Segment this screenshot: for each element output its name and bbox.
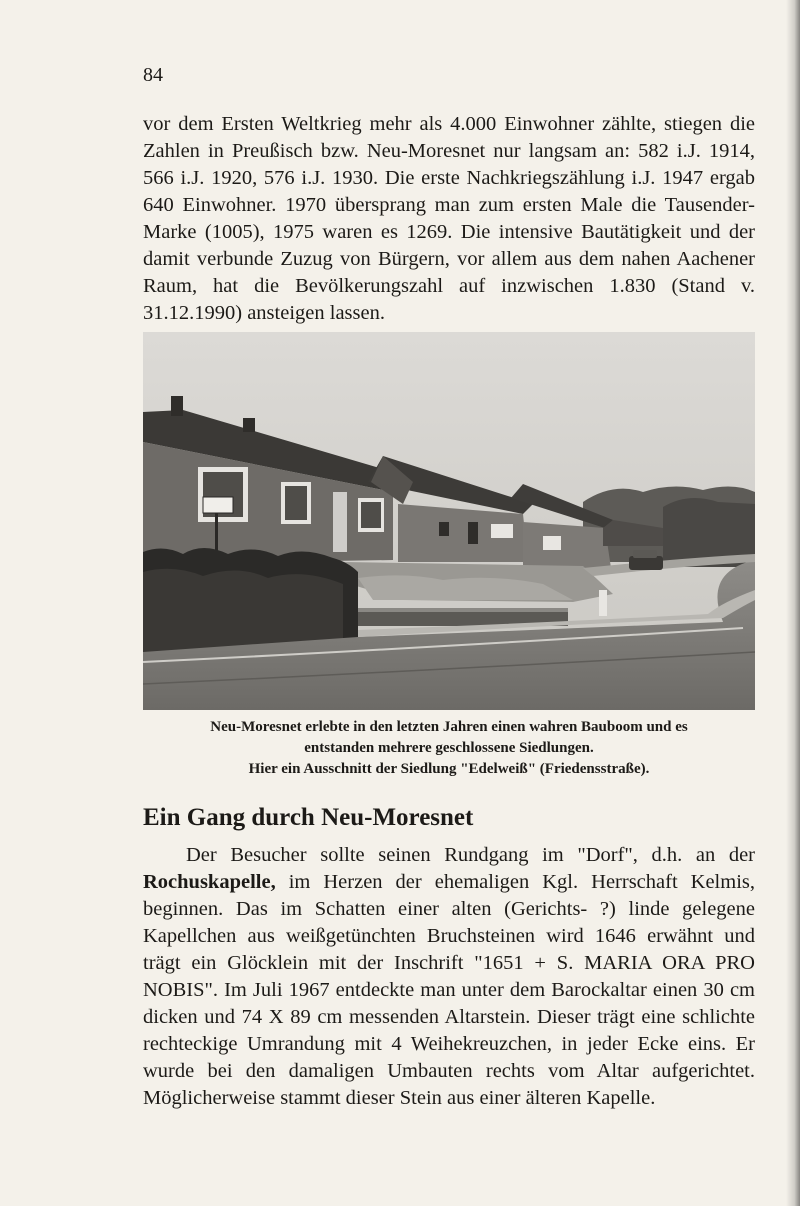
photo-caption bbox=[143, 717, 755, 780]
section-heading: Ein Gang durch Neu-Moresnet bbox=[143, 804, 474, 831]
caption-line: Hier ein Ausschnitt der Siedlung "Edelweiß" (Friedensstraße). bbox=[248, 761, 650, 777]
caption-line: Neu-Moresnet erlebte in den letzten Jahren einen wahren Bauboom und es bbox=[210, 719, 688, 735]
photo-siedlung-edelweiss bbox=[143, 332, 755, 710]
body-text: Der Besucher sollte seinen Rundgang im "Dorf", d.h. an der bbox=[186, 844, 755, 866]
body-paragraph bbox=[143, 842, 755, 1112]
intro-paragraph: vor dem Ersten Weltkrieg mehr als 4.000 Einwohner zählte, stiegen die Zahlen in Preußisch bzw. Neu-Moresnet nur langsam an: 582 i.J. 1914, 566 i.J. 1920, 576 i.J. 1930. Die erste Nachkriegszählung i.J. 1947 ergab 640 Einwohner. 1970 übersprang man zum ersten Male die Tausender-Marke (1005), 1975 waren es 1269. Die intensive Bautätigkeit und der damit verbunde Zuzug von Bürgern, vor allem aus dem nahen Aachener Raum, hat die Bevölkerungszahl auf inzwischen 1.830 (Stand v. 31.12.1990) ansteigen lassen. bbox=[143, 113, 755, 324]
body-bold-term: Rochuskapelle, bbox=[143, 871, 276, 893]
page-number: 84 bbox=[143, 64, 163, 86]
body-text: im Herzen der ehemaligen Kgl. Herrschaft Kelmis, beginnen. Das im Schatten einer alten (Gerichts- ?) linde gelegene Kapellchen aus weißgetünchten Bruchsteinen wird 1646 erwähnt und trägt ein Glöcklein mit der Inschrift "1651 + S. MARIA ORA PRO NOBIS". Im Juli 1967 entdeckte man unter dem Barockaltar einen 30 cm dicken und 74 X 89 cm messenden Altarstein. Dieser trägt eine schlichte rechteckige Umrandung mit 4 Weihekreuzchen, in jeder Ecke eins. Er wurde bei den damaligen Umbauten rechts vom Altar aufgerichtet. Möglicherweise stammt dieser Stein aus einer älteren Kapelle. bbox=[143, 871, 755, 1109]
page-edge-shadow bbox=[786, 0, 800, 1206]
caption-line: entstanden mehrere geschlossene Siedlungen. bbox=[304, 740, 594, 756]
